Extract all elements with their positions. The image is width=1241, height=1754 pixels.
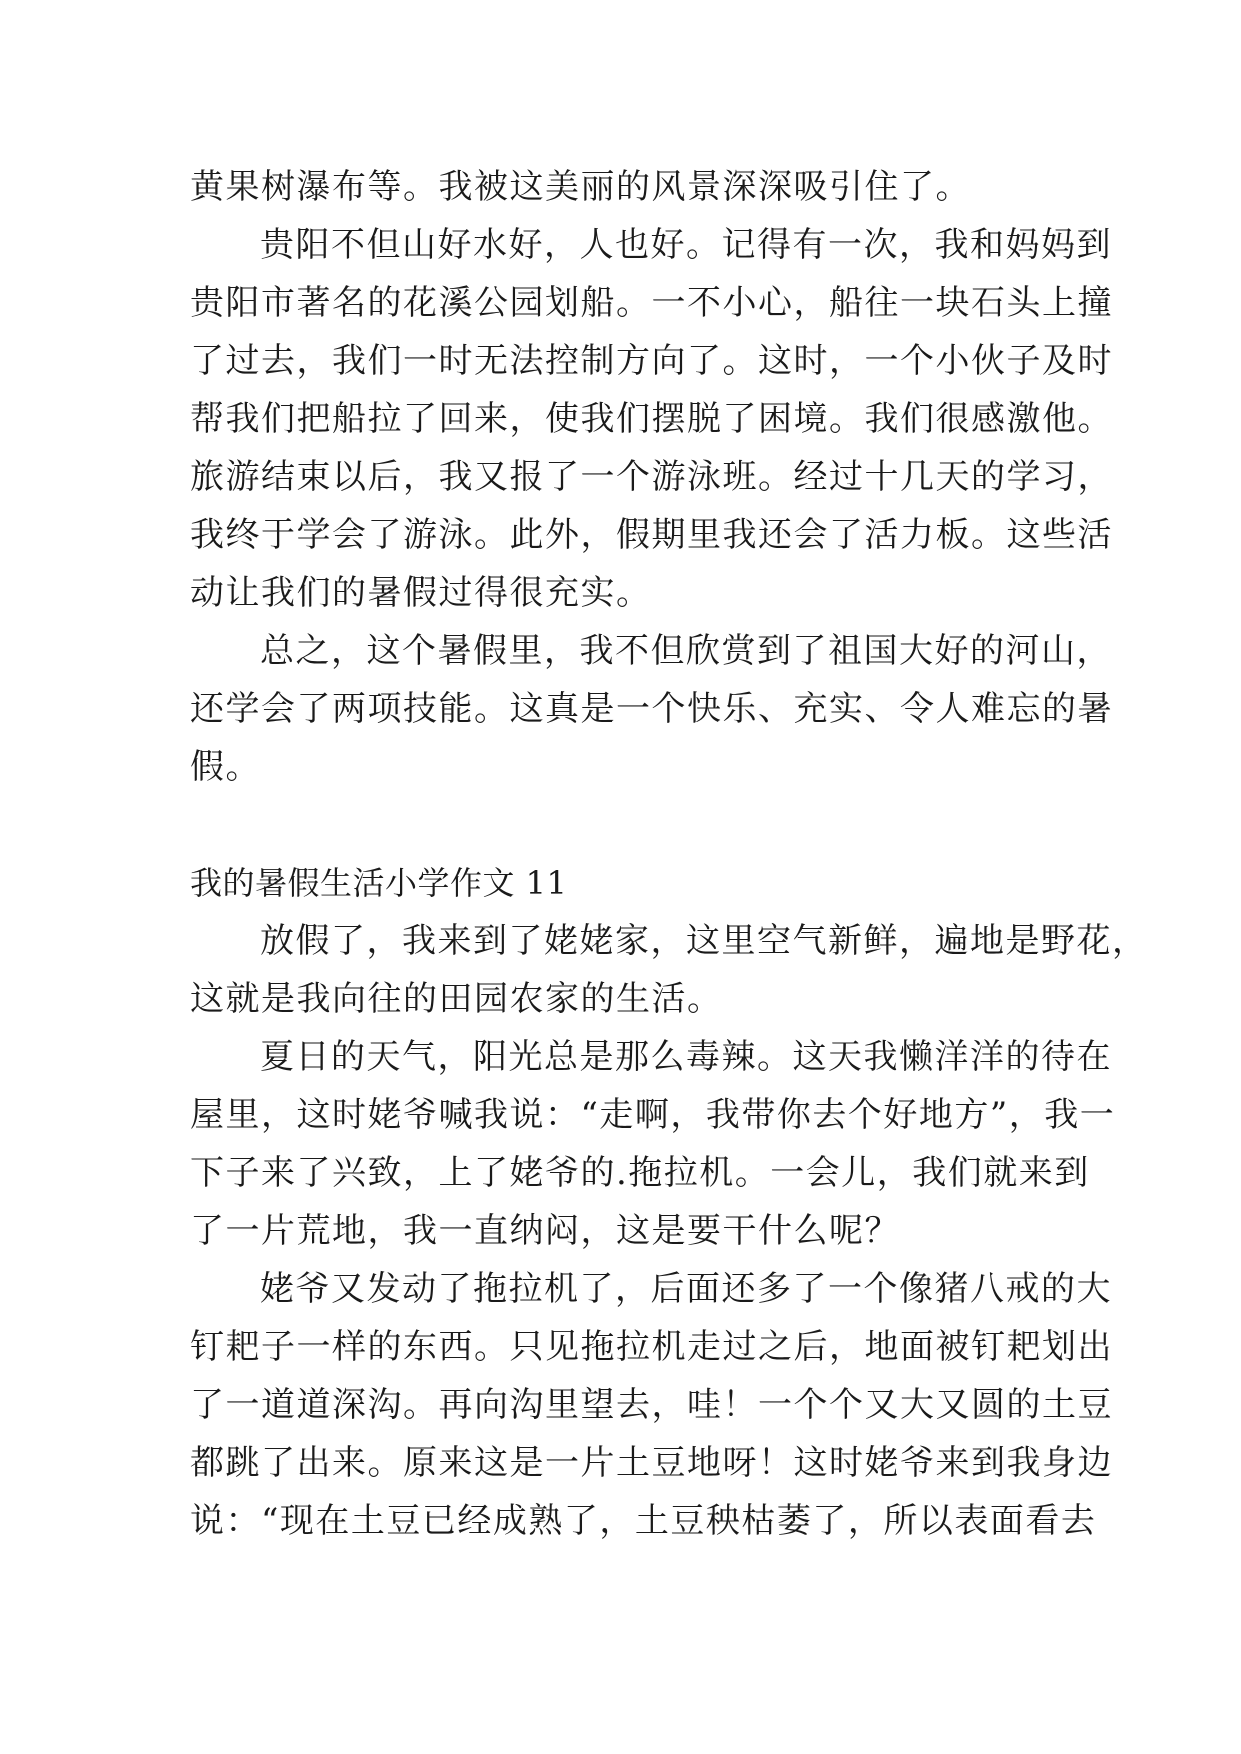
paragraph-line: 总之，这个暑假里，我不但欣赏到了祖国大好的河山， xyxy=(260,631,1112,671)
paragraph-line: 屋里，这时姥爷喊我说：“走啊，我带你去个好地方”，我一 xyxy=(190,1095,1116,1135)
paragraph-line: 动让我们的暑假过得很充实。 xyxy=(190,573,652,613)
paragraph-line: 假。 xyxy=(190,747,261,787)
paragraph-line: 了一道道深沟。再向沟里望去，哇！一个个又大又圆的土豆 xyxy=(190,1385,1113,1425)
paragraph-line: 钉耙子一样的东西。只见拖拉机走过之后，地面被钉耙划出 xyxy=(190,1327,1113,1367)
paragraph-line: 还学会了两项技能。这真是一个快乐、充实、令人难忘的暑 xyxy=(190,689,1113,729)
paragraph-line: 了过去，我们一时无法控制方向了。这时，一个小伙子及时 xyxy=(190,341,1113,381)
section-heading: 我的暑假生活小学作文 11 xyxy=(190,864,568,902)
paragraph-line: 都跳了出来。原来这是一片土豆地呀！这时姥爷来到我身边 xyxy=(190,1443,1113,1483)
paragraph-line: 姥爷又发动了拖拉机了，后面还多了一个像猪八戒的大 xyxy=(260,1269,1112,1309)
paragraph-line: 说：“现在土豆已经成熟了，土豆秧枯萎了，所以表面看去 xyxy=(190,1501,1097,1541)
paragraph-line: 夏日的天气，阳光总是那么毒辣。这天我懒洋洋的待在 xyxy=(260,1037,1112,1077)
paragraph-line: 放假了，我来到了姥姥家，这里空气新鲜，遍地是野花， xyxy=(260,921,1148,961)
paragraph-line: 黄果树瀑布等。我被这美丽的风景深深吸引住了。 xyxy=(190,167,971,207)
paragraph-line: 下子来了兴致，上了姥爷的.拖拉机。一会儿，我们就来到 xyxy=(190,1153,1090,1193)
paragraph-line: 贵阳不但山好水好，人也好。记得有一次，我和妈妈到 xyxy=(260,225,1112,265)
paragraph-line: 了一片荒地，我一直纳闷，这是要干什么呢？ xyxy=(190,1211,900,1251)
paragraph-line: 帮我们把船拉了回来，使我们摆脱了困境。我们很感激他。 xyxy=(190,399,1113,439)
paragraph-line: 我终于学会了游泳。此外，假期里我还会了活力板。这些活 xyxy=(190,515,1113,555)
paragraph-line: 贵阳市著名的花溪公园划船。一不小心，船往一块石头上撞 xyxy=(190,283,1113,323)
paragraph-line: 这就是我向往的田园农家的生活。 xyxy=(190,979,723,1019)
section-gap xyxy=(190,796,1050,854)
paragraph-line: 旅游结束以后，我又报了一个游泳班。经过十几天的学习， xyxy=(190,457,1113,497)
document-body xyxy=(190,158,1148,1550)
